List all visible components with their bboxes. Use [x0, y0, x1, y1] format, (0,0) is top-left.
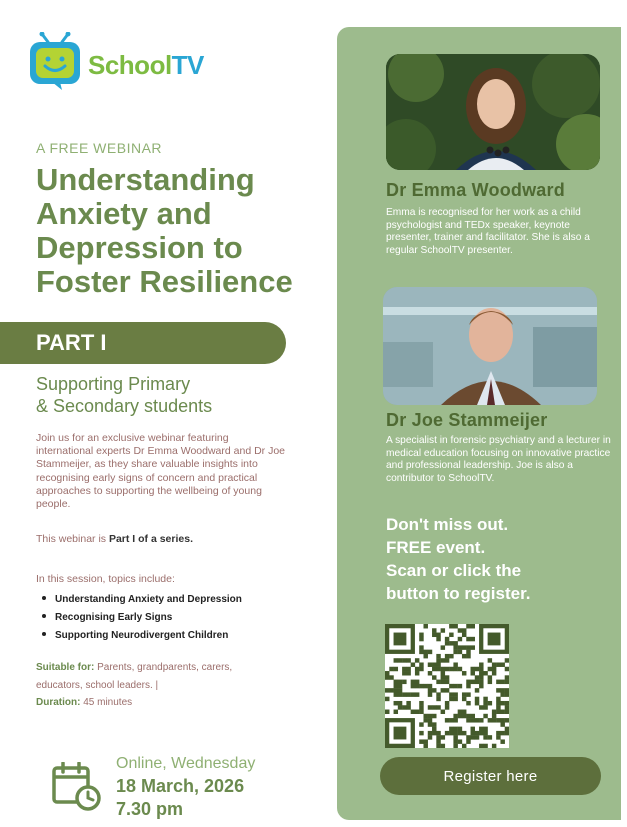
webinar-title: Understanding Anxiety and Depression to Foster Resilience [36, 162, 293, 299]
topics-intro: In this session, topics include: [36, 573, 175, 585]
list-item: Supporting Neurodivergent Children [42, 627, 242, 645]
duration: Duration: 45 minutes [36, 697, 133, 708]
part-banner [0, 322, 286, 364]
qr-code-icon[interactable] [385, 624, 509, 748]
list-item: Recognising Early Signs [42, 609, 242, 627]
event-weekday: Online, Wednesday [116, 755, 256, 772]
event-time: 7.30 pm [116, 799, 184, 819]
topics-list [42, 591, 242, 645]
series-note: This webinar is Part I of a series. [36, 533, 193, 545]
speaker-bio: A specialist in forensic psychiatry and a lecturer in medical education focusing on innovative practice and professional leadership. Joe is also a contributor to SchoolTV. [386, 435, 611, 484]
speaker-photo-joe [383, 287, 597, 405]
intro-paragraph: Join us for an exclusive webinar featuring international experts Dr Emma Woodward and Dr Joe Stammeijer, as they share valuable insights into recognising early signs of concern and practical approaches to supporting the wellbeing of young people. [36, 432, 286, 511]
tv-mascot-icon [28, 32, 82, 92]
eyebrow-label: A FREE WEBINAR [36, 140, 163, 156]
speaker-name: Dr Joe Stammeijer [386, 410, 548, 430]
cta-text: Don't miss out. FREE event. Scan or click the button to register. [386, 515, 531, 603]
speaker-bio: Emma is recognised for her work as a child psychologist and TEDx speaker, keynote presenter, trainer and facilitator. She is also a regular SchoolTV presenter. [386, 207, 590, 256]
webinar-subtitle: Supporting Primary & Secondary students [36, 374, 213, 416]
suitable-for: Suitable for: Parents, grandparents, carers, educators, school leaders. | [36, 662, 233, 691]
schooltv-logo [28, 30, 218, 94]
logo-wordmark: SchoolTV [88, 50, 204, 80]
list-item: Understanding Anxiety and Depression [42, 591, 242, 609]
event-date: 18 March, 2026 [116, 776, 245, 796]
register-button[interactable]: Register here [380, 757, 601, 795]
speaker-photo-emma [386, 54, 600, 170]
calendar-clock-icon [52, 762, 102, 812]
part-label: PART I [36, 330, 107, 355]
speaker-name: Dr Emma Woodward [386, 180, 565, 200]
